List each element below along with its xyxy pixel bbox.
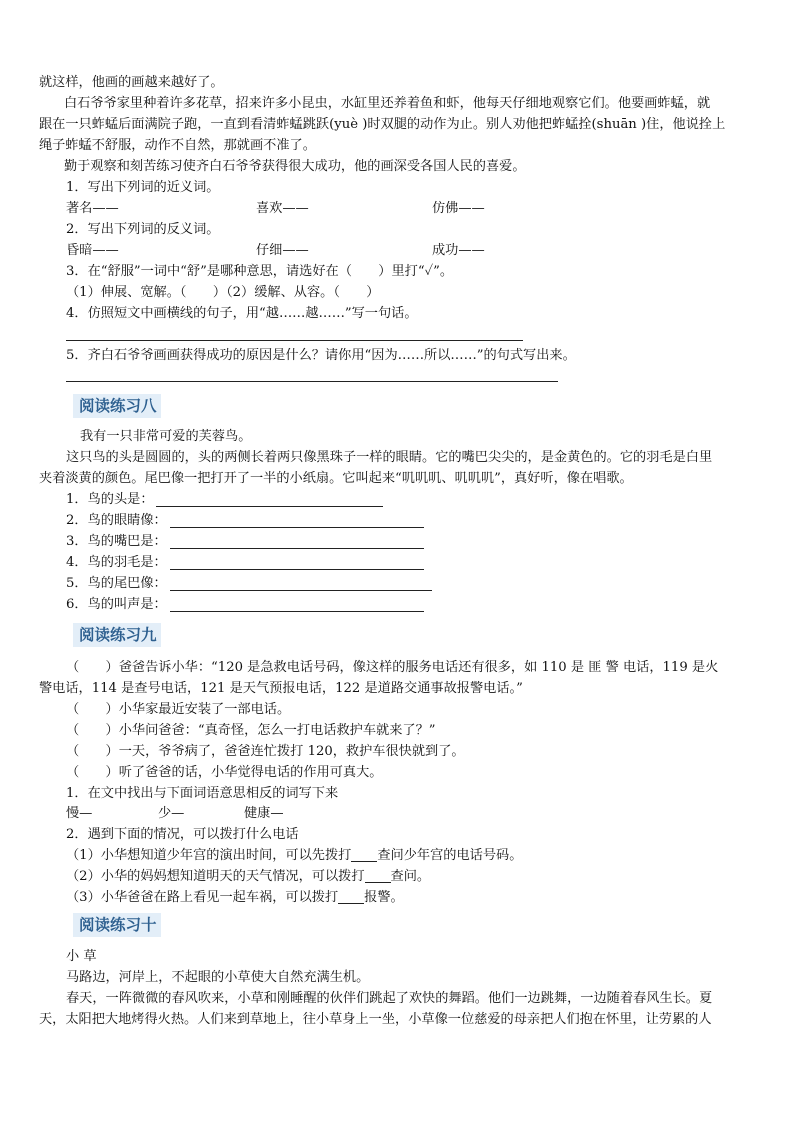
synonym-word[interactable]: 喜欢—— (256, 201, 309, 216)
paragraph-line: 天，太阳把大地烤得火热。人们来到草地上，往小草身上一坐，小草像一位慈爱的母亲把人们抱在怀里，让劳累的人 (39, 1012, 712, 1027)
paragraph-line: 绳子蚱蜢不舒服，动作不自然，那就画不准了。 (39, 138, 316, 153)
synonym-word[interactable]: 仿佛—— (432, 201, 485, 216)
article-title: 小 草 (66, 949, 97, 964)
phone-question (66, 889, 404, 907)
antonym-word[interactable]: 健康— (244, 806, 284, 821)
question-label: 5．鸟的尾巴像： (66, 576, 167, 591)
ordering-sentence[interactable]: （ ）小华家最近安装了一部电话。 (66, 702, 291, 717)
question-label: 4．鸟的羽毛是： (66, 555, 167, 570)
question-1: 1．在文中找出与下面词语意思相反的词写下来 (66, 786, 339, 801)
answer-line[interactable] (66, 340, 523, 341)
answer-line[interactable] (170, 611, 424, 612)
paragraph-line: 春天，一阵微微的春风吹来，小草和刚睡醒的伙伴们跳起了欢快的舞蹈。他们一边跳舞，一边随着春风生长。夏 (66, 991, 713, 1006)
answer-line[interactable] (170, 569, 424, 570)
phone-blank[interactable] (338, 889, 364, 904)
question-label: 3．鸟的嘴巴是： (66, 534, 167, 549)
question-label: 2．鸟的眼睛像： (66, 513, 167, 528)
question-1: 1．写出下列词的近义词。 (66, 180, 220, 195)
antonym-word[interactable]: 慢— (66, 806, 93, 821)
answer-line[interactable] (170, 527, 424, 528)
section-title: 阅读练习十 (73, 913, 161, 937)
paragraph-line: 白石爷爷家里种着许多花草，招来许多小昆虫，水缸里还养着鱼和虾，他每天仔细地观察它们。他要画蚱蜢，就 (64, 96, 711, 111)
question-label: 1．鸟的头是： (66, 492, 154, 507)
ordering-sentence[interactable]: （ ）小华问爸爸：“真奇怪，怎么一打电话救护车就来了？” (66, 723, 436, 738)
phone-question (66, 868, 430, 886)
question-2: 2．写出下列词的反义词。 (66, 222, 220, 237)
section-title: 阅读练习九 (73, 623, 161, 647)
antonym-word[interactable]: 成功—— (432, 243, 485, 258)
ordering-sentence[interactable]: （ ）听了爸爸的话，小华觉得电话的作用可真大。 (66, 765, 383, 780)
phone-question-text: （3）小华爸爸在路上看见一起车祸，可以拨打 (66, 890, 339, 905)
ordering-sentence[interactable]: （ ）爸爸告诉小华：“120 是急救电话号码，像这样的服务电话还有很多，如 110 是 匪 警 电话，119 是火 (66, 660, 719, 675)
question-5: 5．齐白石爷爷画画获得成功的原因是什么？请你用“因为……所以……”的句式写出来。 (66, 348, 576, 363)
phone-question-text: 报警。 (364, 890, 404, 905)
paragraph-line: 夹着淡黄的颜色。尾巴像一把打开了一半的小纸扇。它叫起来“叽叽叽、叽叽叽”，真好听，像在唱歌。 (39, 471, 633, 486)
paragraph-line: 警电话，114 是查号电话，121 是天气预报电话，122 是道路交通事故报警电话。” (39, 681, 523, 696)
question-2: 2．遇到下面的情况，可以拨打什么电话 (66, 827, 299, 842)
antonym-word[interactable]: 少— (158, 806, 185, 821)
synonym-word[interactable]: 著名—— (66, 201, 119, 216)
answer-line[interactable] (170, 590, 432, 591)
paragraph-line: 这只鸟的头是圆圆的，头的两侧长着两只像黑珠子一样的眼睛。它的嘴巴尖尖的，是金黄色的。它的羽毛是白里 (66, 450, 713, 465)
answer-line[interactable] (170, 548, 424, 549)
phone-question-text: （2）小华的妈妈想知道明天的天气情况，可以拨打 (66, 869, 365, 884)
answer-line[interactable] (66, 381, 558, 382)
question-label: 6．鸟的叫声是： (66, 597, 167, 612)
question-3: 3．在“舒服”一词中“舒”是哪种意思，请选好在（ ）里打“✓”。 (66, 264, 454, 279)
phone-blank[interactable] (351, 847, 377, 862)
phone-question-text: 查问少年宫的电话号码。 (377, 848, 523, 863)
paragraph-line: 跟在一只蚱蜢后面满院子跑，一直到看清蚱蜢跳跃(yuè )时双腿的动作为止。别人劝他把蚱蜢拴(shuān )住，他说拴上 (39, 117, 726, 132)
phone-question-text: 查问。 (390, 869, 431, 884)
paragraph-ending: 就这样，他画的画越来越好了。 (39, 75, 224, 90)
phone-blank[interactable] (365, 868, 391, 883)
paragraph-line: 勤于观察和刻苦练习使齐白石爷爷获得很大成功，他的画深受各国人民的喜爱。 (64, 159, 526, 174)
section-title: 阅读练习八 (73, 394, 161, 418)
phone-question (66, 847, 522, 865)
ordering-sentence[interactable]: （ ）一天，爷爷病了，爸爸连忙拨打 120，救护车很快就到了。 (66, 744, 465, 759)
paragraph-line: 我有一只非常可爱的芙蓉鸟。 (80, 429, 252, 444)
antonym-word[interactable]: 昏暗—— (66, 243, 119, 258)
answer-line[interactable] (156, 506, 383, 507)
question-3-options[interactable]: （1）伸展、宽解。（ ）（2）缓解、从容。（ ） (66, 285, 380, 300)
phone-question-text: （1）小华想知道少年宫的演出时间，可以先拨打 (66, 848, 352, 863)
antonym-word[interactable]: 仔细—— (256, 243, 309, 258)
question-4: 4．仿照短文中画横线的句子，用“越……越……”写一句话。 (66, 306, 418, 321)
paragraph-line: 马路边，河岸上，不起眼的小草使大自然充满生机。 (66, 970, 370, 985)
